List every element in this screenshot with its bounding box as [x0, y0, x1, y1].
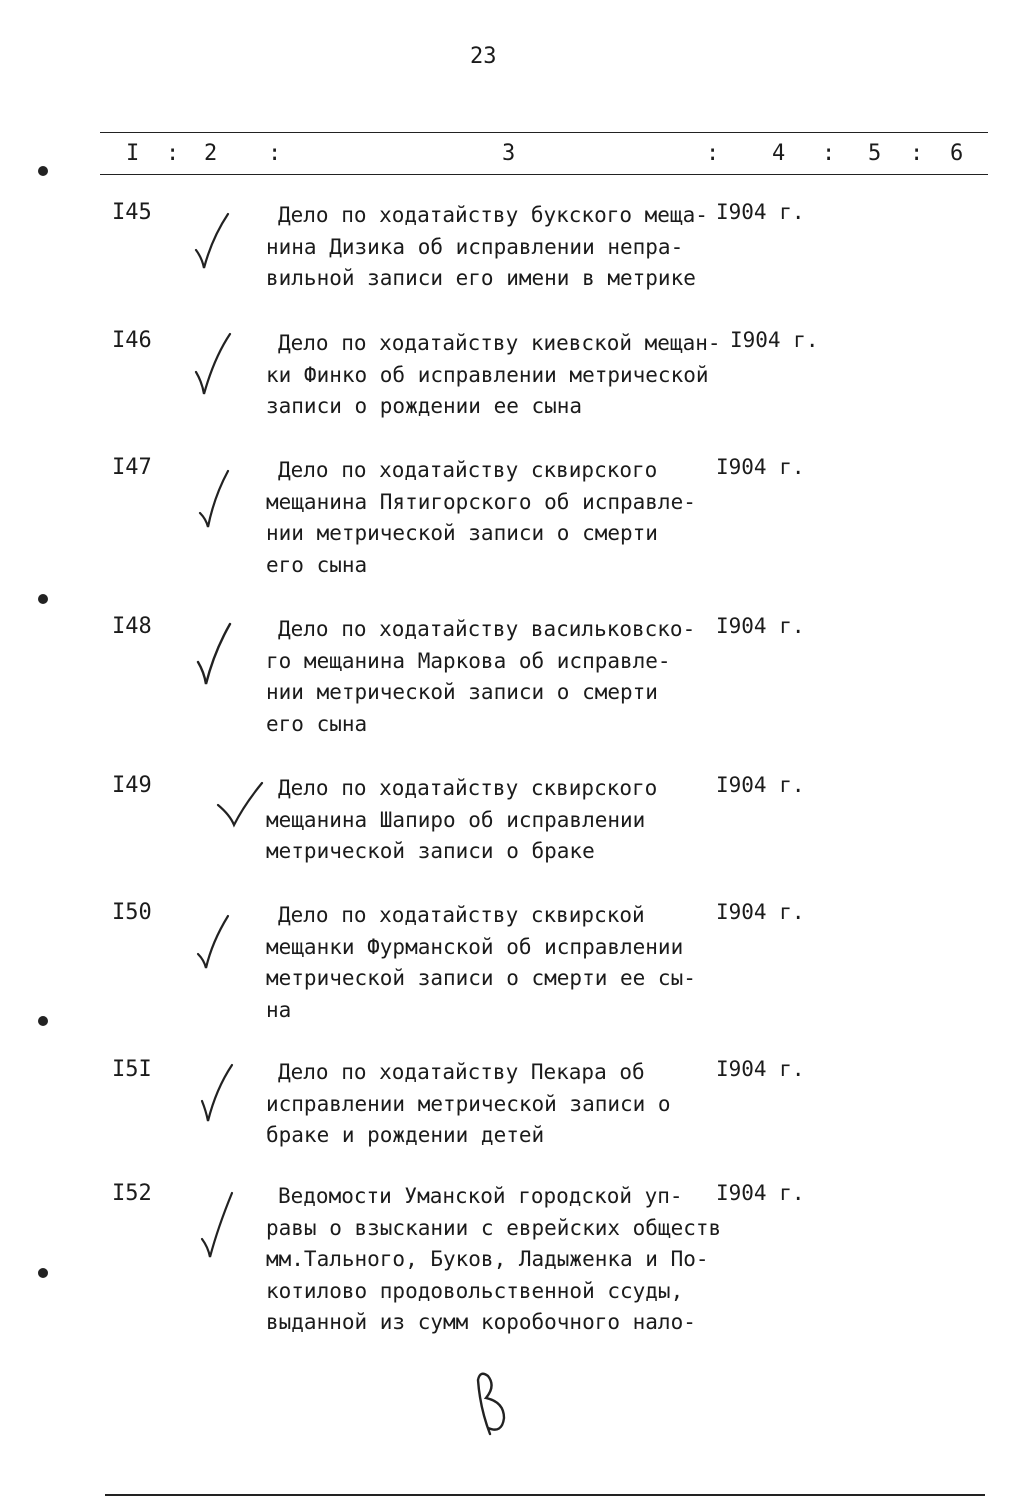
entry-line: записи о рождении ее сына: [266, 394, 583, 418]
entry-line: мещанина Шапиро об исправлении: [266, 807, 646, 832]
checkmark-icon: [188, 1059, 248, 1139]
entry-description: [266, 200, 716, 295]
entry-line: котилово продовольственной ссуды,: [266, 1278, 684, 1303]
entry-line: го мещанина Маркова об исправле-: [266, 648, 671, 673]
entry-line: Дело по ходатайству киевской мещан-: [278, 331, 721, 355]
column-separator: :: [268, 141, 282, 166]
header-top-rule: [100, 132, 988, 133]
column-header-3: 3: [502, 141, 516, 166]
entry-number: I50: [112, 900, 152, 925]
column-separator: :: [910, 141, 924, 166]
entry-date: I904 г.: [730, 328, 819, 352]
punch-hole: [38, 1268, 48, 1278]
entry-line: мещанки Фурманской об исправлении: [266, 934, 684, 959]
entry-line: его сына: [266, 711, 368, 736]
entry-line: Дело по ходатайству сквирской: [278, 903, 645, 927]
footer-rule: [105, 1494, 985, 1496]
entry-line: нии метрической записи о смерти: [266, 680, 658, 704]
column-separator: :: [822, 141, 836, 166]
entry-line: вильной записи его имени в метрике: [266, 266, 696, 290]
entry-date: I904 г.: [716, 1057, 805, 1081]
entry-line: выданной из сумм коробочного нало-: [266, 1310, 696, 1334]
entry-description: [266, 1181, 722, 1339]
entry-number: I5I: [112, 1057, 152, 1082]
entry-line: мм.Тального, Буков, Ладыженка и По-: [266, 1247, 709, 1271]
entry-number: I46: [112, 328, 152, 353]
column-separator: :: [166, 141, 180, 166]
entry-date: I904 г.: [716, 773, 805, 797]
entry-description: [266, 1057, 716, 1152]
checkmark-icon: [188, 1183, 248, 1263]
entry-line: Дело по ходатайству васильковско-: [278, 617, 696, 641]
column-header-1: I: [126, 141, 140, 166]
entry-date: I904 г.: [716, 614, 805, 638]
punch-hole: [38, 166, 48, 176]
entry-line: равы о взыскании с еврейских обществ: [266, 1215, 722, 1240]
entry-date: I904 г.: [716, 1181, 805, 1205]
entry-line: исправлении метрической записи о: [266, 1091, 671, 1116]
entry-number: I45: [112, 200, 152, 225]
entry-description: [266, 773, 716, 868]
entry-description: [266, 900, 716, 1026]
column-header-5: 5: [868, 141, 882, 166]
checkmark-icon: [188, 616, 248, 696]
entry-line: ки Финко об исправлении метрической: [266, 362, 709, 387]
column-header-4: 4: [772, 141, 786, 166]
entry-number: I49: [112, 773, 152, 798]
entry-line: его сына: [266, 552, 368, 577]
entry-line: Ведомости Уманской городской уп-: [278, 1184, 683, 1208]
entry-line: Дело по ходатайству букского меща-: [278, 203, 708, 227]
checkmark-icon: [188, 457, 248, 537]
entry-line: метрической записи о браке: [266, 839, 595, 863]
column-separator: :: [706, 141, 720, 166]
entry-number: I52: [112, 1181, 152, 1206]
entry-line: браке и рождении детей: [266, 1123, 545, 1147]
entry-line: мещанина Пятигорского об исправле-: [266, 489, 696, 514]
entry-date: I904 г.: [716, 200, 805, 224]
entry-line: Дело по ходатайству сквирского: [278, 776, 658, 800]
entry-line: Дело по ходатайству Пекара об: [278, 1060, 645, 1084]
entry-line: на: [266, 997, 292, 1022]
entry-line: метрической записи о смерти ее сы-: [266, 966, 696, 990]
header-bottom-rule: [100, 174, 988, 175]
page-number: 23: [470, 44, 497, 69]
entry-number: I48: [112, 614, 152, 639]
entry-line: нии метрической записи о смерти: [266, 521, 658, 545]
entry-number: I47: [112, 455, 152, 480]
entry-date: I904 г.: [716, 455, 805, 479]
entry-description: [266, 328, 721, 423]
entry-line: нина Дизика об исправлении непра-: [266, 234, 684, 259]
handwritten-mark-icon: [460, 1368, 520, 1440]
checkmark-icon: [188, 902, 248, 982]
entry-description: [266, 614, 716, 740]
entry-line: Дело по ходатайству сквирского: [278, 458, 658, 482]
column-header-2: 2: [204, 141, 218, 166]
checkmark-icon: [188, 202, 248, 282]
entry-date: I904 г.: [716, 900, 805, 924]
punch-hole: [38, 594, 48, 604]
checkmark-icon: [212, 775, 272, 855]
column-header-6: 6: [950, 141, 964, 166]
checkmark-icon: [188, 330, 248, 410]
punch-hole: [38, 1016, 48, 1026]
entry-description: [266, 455, 716, 581]
